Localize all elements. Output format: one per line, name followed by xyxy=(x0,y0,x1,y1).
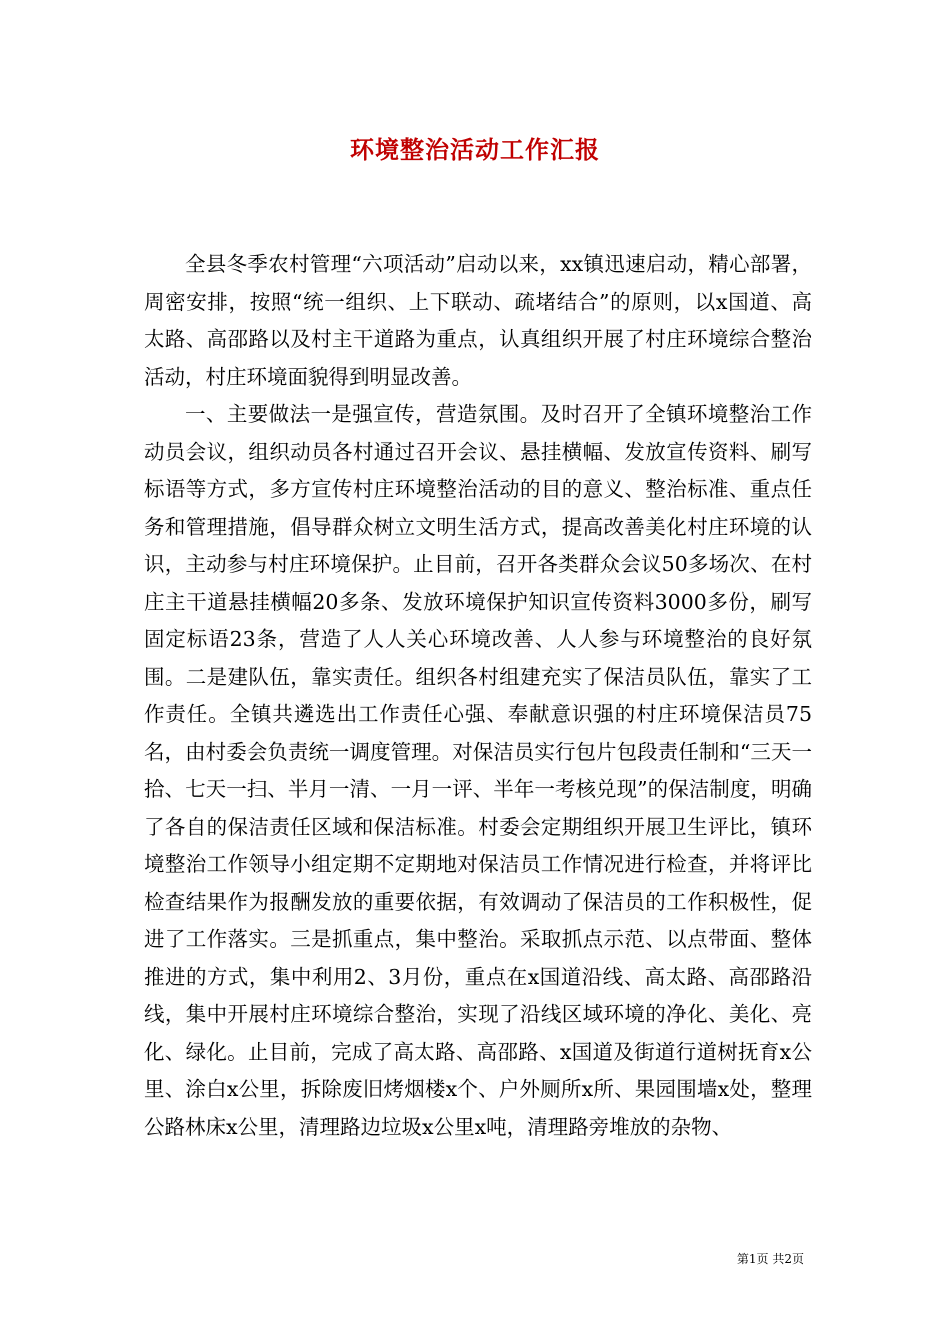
document-title: 环境整治活动工作汇报 xyxy=(350,135,600,164)
document-body xyxy=(144,246,812,1146)
paragraph-intro: 全县冬季农村管理“六项活动”启动以来，xx镇迅速启动，精心部署，周密安排，按照“统一组织、上下联动、疏堵结合”的原则，以x国道、高太路、高邵路以及村主干道路为重点，认真组织开展了村庄环境综合整治活动，村庄环境面貌得到明显改善。 xyxy=(144,252,812,389)
page-number: 第1页 共2页 xyxy=(736,1252,804,1266)
paragraph-main-measures: 一、主要做法一是强宣传，营造氛围。及时召开了全镇环境整治工作动员会议，组织动员各村通过召开会议、悬挂横幅、发放宣传资料、刷写标语等方式，多方宣传村庄环境整治活动的目的意义、整治标准、重点任务和管理措施，倡导群众树立文明生活方式，提高改善美化村庄环境的认识，主动参与村庄环境保护。止目前，召开各类群众会议50多场次、在村庄主干道悬挂横幅20多条、发放环境保护知识宣传资料3000多份，刷写固定标语23条，营造了人人关心环境改善、人人参与环境整治的良好氛围。二是建队伍，靠实责任。组织各村组建充实了保洁员队伍，靠实了工作责任。全镇共遴选出工作责任心强、奉献意识强的村庄环境保洁员75名，由村委会负责统一调度管理。对保洁员实行包片包段责任制和“三天一拾、七天一扫、半月一清、一月一评、半年一考核兑现”的保洁制度，明确了各自的保洁责任区域和保洁标准。村委会定期组织开展卫生评比，镇环境整治工作领导小组定期不定期地对保洁员工作情况进行检查，并将评比检查结果作为报酬发放的重要依据，有效调动了保洁员的工作积极性，促进了工作落实。三是抓重点，集中整治。采取抓点示范、以点带面、整体推进的方式，集中利用2、3月份，重点在x国道沿线、高太路、高邵路沿线，集中开展村庄环境综合整治，实现了沿线区域环境的净化、美化、亮化、绿化。止目前，完成了高太路、高邵路、x国道及街道行道树抚育x公里、涂白x公里，拆除废旧烤烟楼x个、户外厕所x所、果园围墙x处，整理公路林床x公里，清理路边垃圾x公里x吨，清理路旁堆放的杂物、 xyxy=(144,402,812,1139)
